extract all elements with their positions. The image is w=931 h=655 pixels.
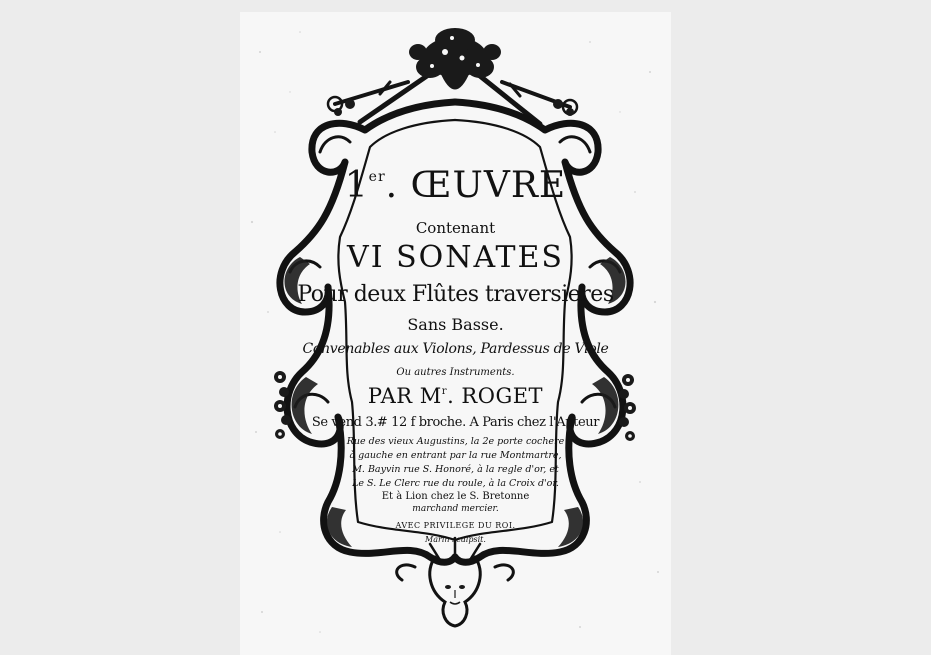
- address-line-4: Le S. Le Clerc rue du roule, à la Croix d'or.: [352, 478, 559, 489]
- opus-title: 1er. ŒUVRE: [344, 165, 567, 206]
- lyon-line-2: marchand mercier.: [412, 504, 499, 514]
- composer-prefix: PAR M: [367, 384, 442, 408]
- sonatas-heading: VI SONATES: [347, 240, 564, 275]
- lyon-line: Et à Lion chez le S. Bretonne: [381, 491, 530, 502]
- opus-superscript: er: [368, 169, 386, 185]
- engraved-title-page: [240, 12, 671, 655]
- instrumentation-line: Pour deux Flûtes traversieres: [297, 282, 614, 307]
- composer-name: . ROGET: [447, 384, 544, 408]
- opus-word: ŒUVRE: [410, 165, 567, 206]
- address-line-2: à gauche en entrant par la rue Montmartre,: [349, 450, 562, 461]
- sale-line: Se vend 3.# 12 f broche. A Paris chez l'Auteur: [311, 415, 600, 430]
- opus-number: 1: [344, 165, 369, 206]
- composer-superscript: r: [441, 386, 448, 397]
- privilege-line: AVEC PRIVILEGE DU ROI.: [395, 521, 516, 530]
- engraver-credit: Marin sculpsit.: [425, 535, 486, 544]
- containing-line: Contenant: [415, 219, 496, 237]
- address-line-3: M. Bayvin rue S. Honoré, à la regle d'or, et: [352, 464, 559, 475]
- suitable-instruments-line: Convenables aux Violons, Pardessus de Viole: [302, 341, 609, 357]
- address-line-1: Rue des vieux Augustins, la 2e porte cochere: [346, 436, 565, 447]
- no-bass-line: Sans Basse.: [407, 315, 504, 334]
- other-instruments-line: Ou autres Instruments.: [396, 367, 515, 378]
- composer-line: [240, 384, 671, 408]
